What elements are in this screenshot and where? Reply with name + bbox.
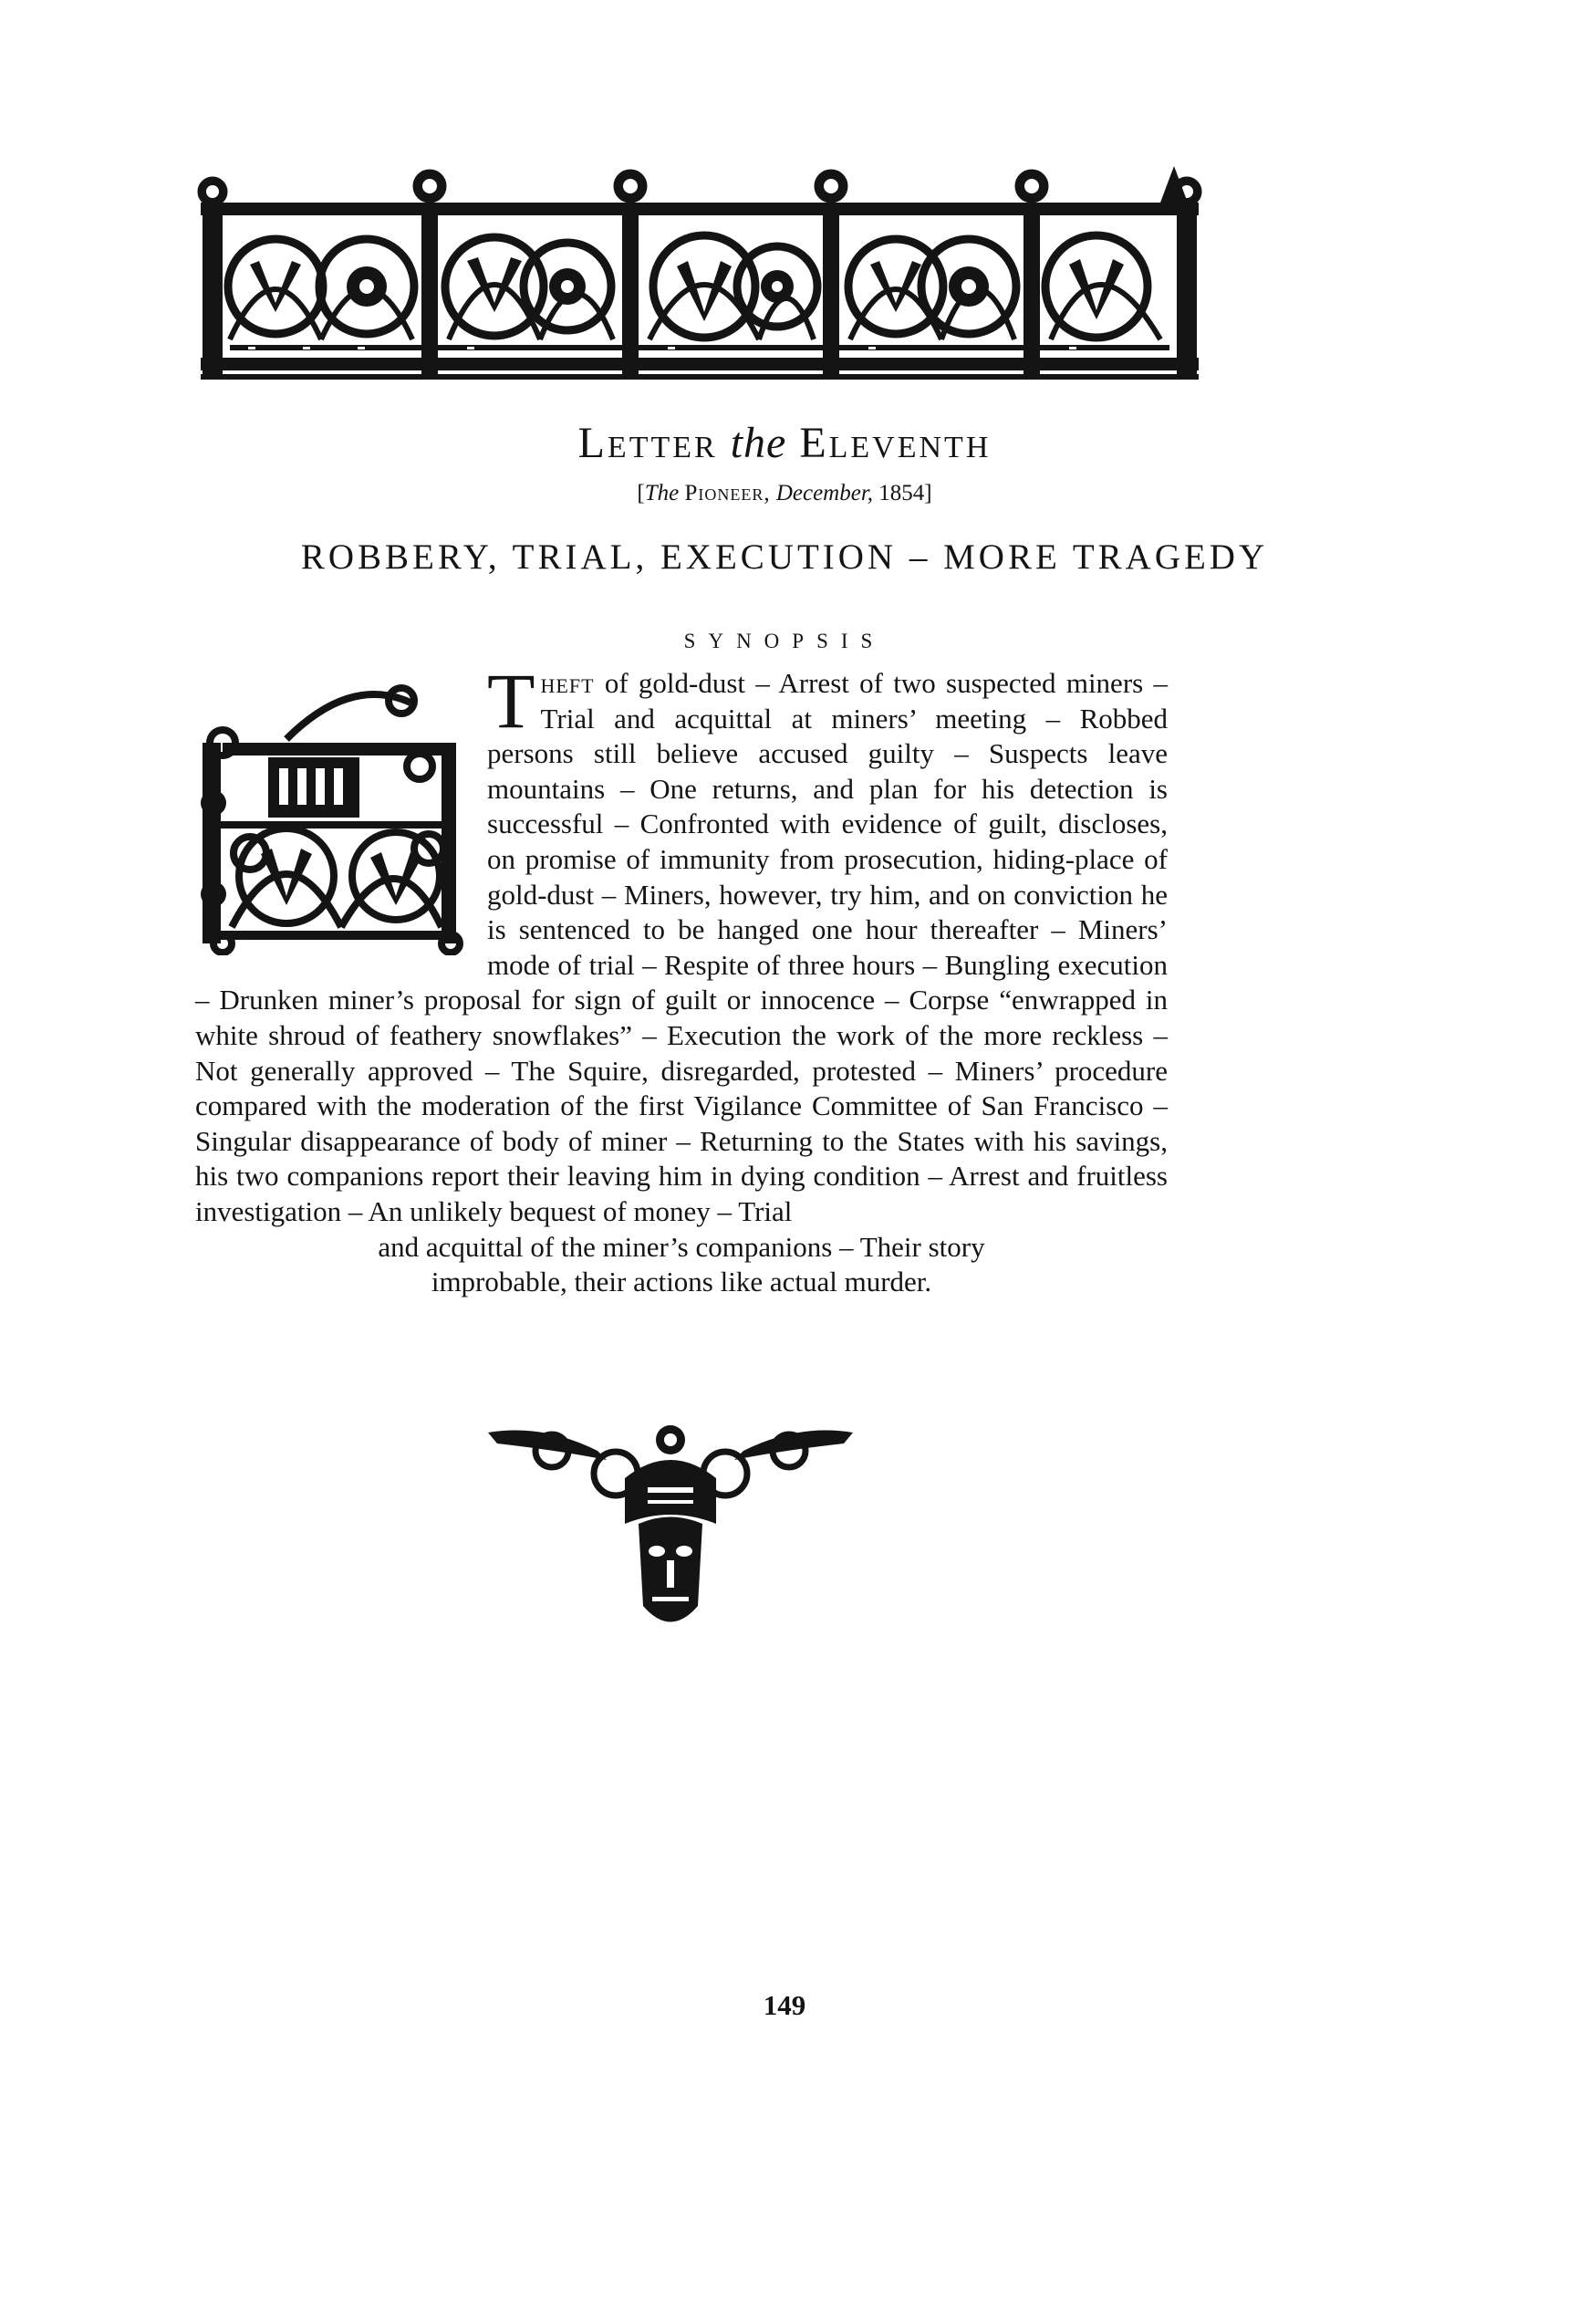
chapter-subject-heading: ROBBERY, TRIAL, EXECUTION – MORE TRAGEDY (300, 537, 1269, 577)
source-month: December, (775, 481, 874, 505)
source-citation (0, 481, 1569, 506)
synopsis-body (195, 657, 1168, 1300)
synopsis-text: of gold-dust – Arrest of two suspected miners – Trial and acquittal at miners’ meeting – Robbed persons still believe accused guilty – Suspects leave mountains – One returns, and plan for his detection is successful – Confronted with evidence of guilt, discloses, on promise of immunity from prosecution, hiding-place of gold-dust – Miners, however, try him, and on conviction he is sentenced to be hanged one hour thereafter – Miners’ mode of trial – Respite of three hours – Bungling execution – Drunken miner’s proposal for sign of guilt or innocence – Corpse “enwrapped in white shroud of feathery snowflakes” – Execution the work of the more reckless – Not generally approved – The Squire, disregarded, protested – Miners’ procedure compared with the moderation of the first Vigilance Committee of San Francisco – Singular disappearance of body of miner – Returning to the States with his savings, his two companions report their leaving him in dying condition – Arrest and fruitless investigation – An unlikely bequest of money – Trial (195, 667, 1168, 1227)
dropcap-ornament (195, 666, 478, 955)
page-number: 149 (763, 1989, 806, 2021)
source-publication: Pioneer, (684, 481, 771, 505)
mask-ornament-icon (488, 1423, 853, 1642)
synopsis-heading: SYNOPSIS (683, 630, 886, 652)
synopsis-first-word: heft (540, 667, 595, 699)
synopsis-tail-line-2: improbable, their actions like actual murder. (431, 1266, 932, 1298)
synopsis-tail-line-1: and acquittal of the miner’s companions – Their story (378, 1230, 985, 1263)
source-close-bracket: ] (924, 481, 932, 505)
title-word-eleventh: Eleventh (799, 419, 992, 467)
title-word-letter: Letter (577, 419, 718, 467)
source-open-bracket: [ (637, 481, 645, 505)
source-year: 1854 (878, 481, 925, 505)
dropcap-frame-icon (195, 666, 478, 955)
title-word-the: the (730, 419, 787, 467)
tailpiece-ornament (488, 1423, 853, 1642)
ornamental-frieze-icon (193, 166, 1206, 394)
dropcap-letter: T (487, 657, 535, 745)
letter-title (0, 418, 1569, 468)
source-the: The (644, 481, 680, 505)
headpiece-ornament (193, 166, 1206, 394)
